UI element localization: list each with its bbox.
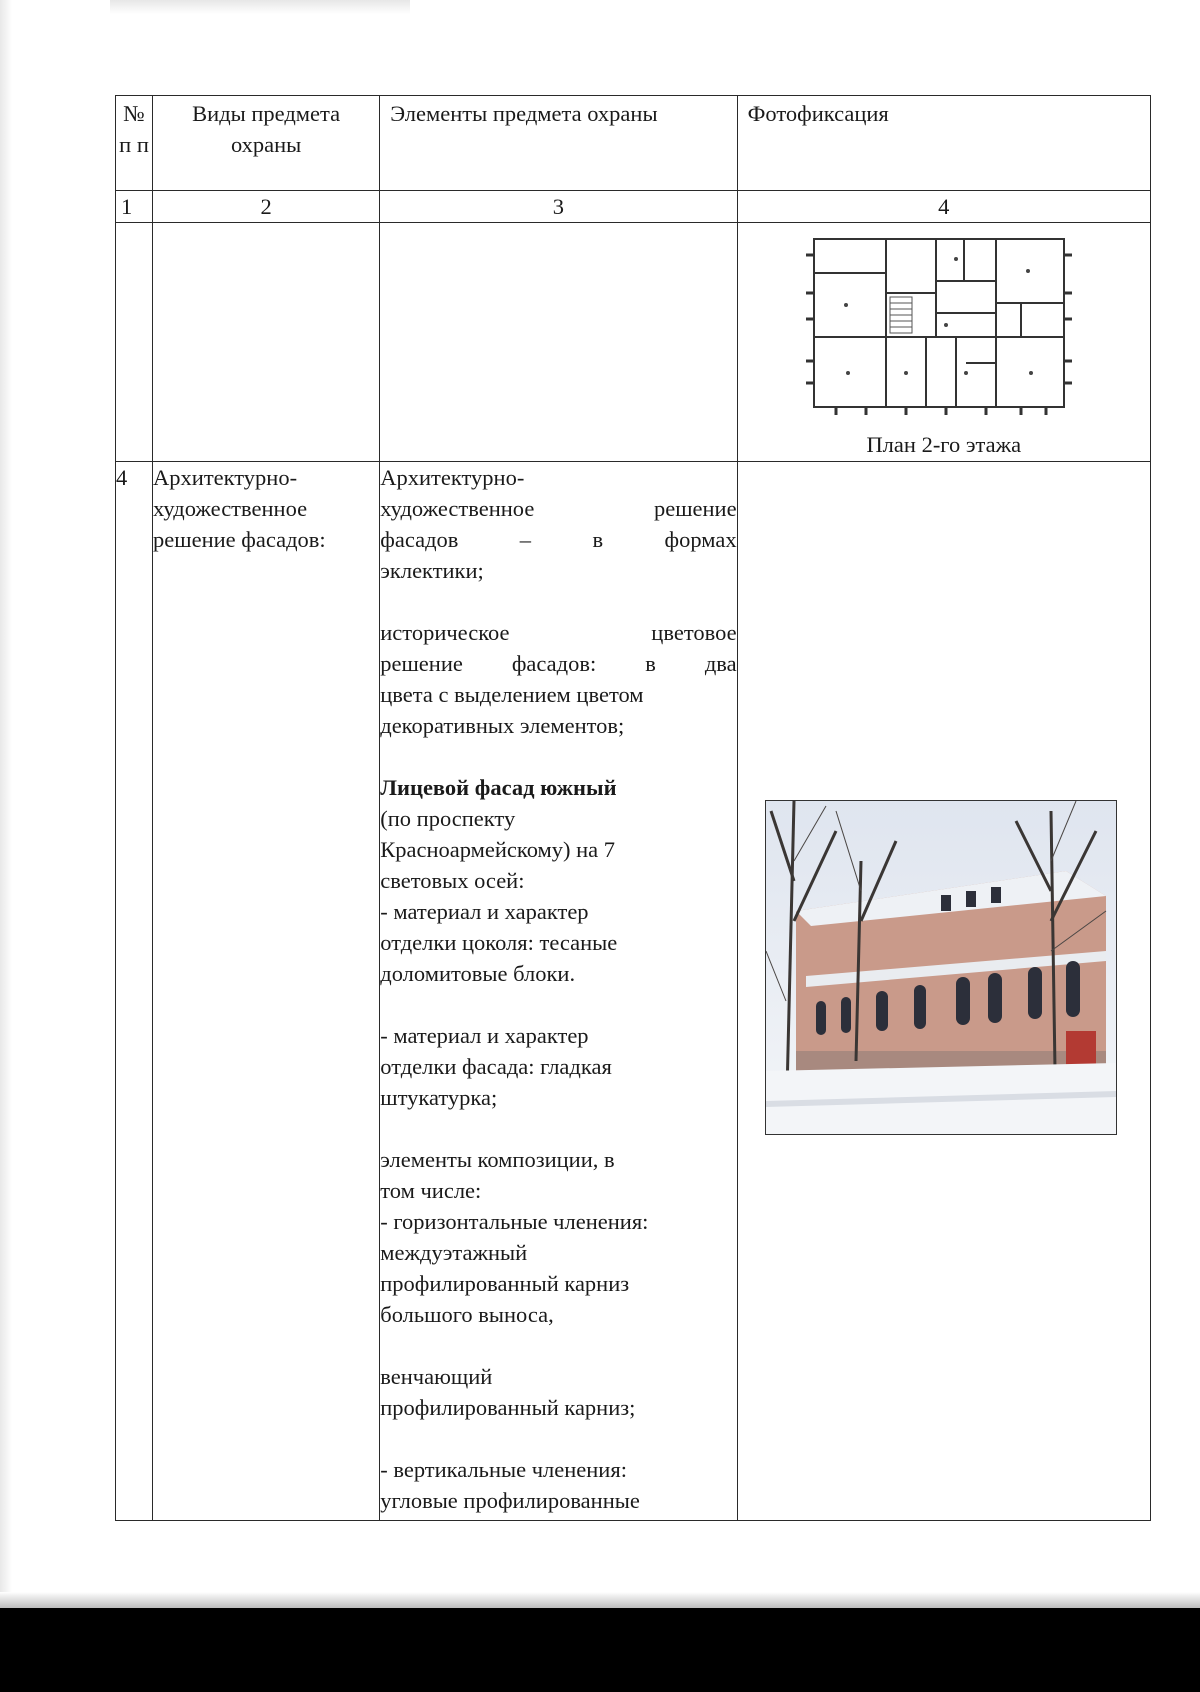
floor-plan-cell [737,223,1150,462]
text-line: решение фасадов: в два [380,651,737,676]
text-line: отделки фасада: гладкая [380,1054,612,1079]
text-line: элементы композиции, в [380,1147,615,1172]
text-line: Красноармейскому) на 7 [380,837,616,862]
empty-cell [153,223,380,462]
scan-edge-top [110,0,410,14]
table-row [116,223,1151,462]
photo-cell [737,462,1150,1521]
header-number: № п п [116,96,153,191]
text-line: художественное решение [380,496,737,521]
floor-plan-image [806,233,1076,421]
empty-cell [116,223,153,462]
text-line: угловые профилированные [380,1488,640,1513]
column-number: 4 [737,191,1150,223]
text-line: профилированный карниз [380,1271,630,1296]
text-line: - материал и характер [380,899,589,924]
text-line: цвета с выделением цветом [380,682,644,707]
text-line: Архитектурно- [380,465,525,490]
row-number: 4 [116,462,153,1521]
column-number: 2 [153,191,380,223]
protection-type: Архитектурно-художественное решение фасадов: [153,462,380,1521]
text-line: - горизонтальные членения: [380,1209,649,1234]
text-line: доломитовые блоки. [380,961,576,986]
facade-photo [765,800,1117,1135]
text-line: отделки цоколя: тесаные [380,930,618,955]
text-line: штукатурка; [380,1085,498,1110]
text-line: - материал и характер [380,1023,589,1048]
empty-cell [380,223,737,462]
text-line: профилированный карниз; [380,1395,636,1420]
text-line: эклектики; [380,558,484,583]
table-row [116,462,1151,1521]
text-line: - вертикальные членения: [380,1457,627,1482]
section-title: Лицевой фасад южный [380,775,617,800]
text-line: световых осей: [380,868,525,893]
column-number: 3 [380,191,737,223]
header-photo: Фотофиксация [737,96,1150,191]
column-number-row [116,191,1151,223]
column-number: 1 [116,191,153,223]
protection-elements [380,462,737,1521]
text-line: междуэтажный [380,1240,528,1265]
scan-edge-left [0,0,12,1692]
text-line: историческое цветовое [380,620,737,645]
scan-shadow [0,1592,1200,1608]
text-line: (по проспекту [380,806,516,831]
text-line: том числе: [380,1178,482,1203]
text-line: декоративных элементов; [380,713,625,738]
protection-subject-table [115,95,1151,1521]
text-line: большого выноса, [380,1302,554,1327]
header-type: Виды предмета охраны [153,96,380,191]
text-line: венчающий [380,1364,493,1389]
header-elements: Элементы предмета охраны [380,96,737,191]
scan-bottom-band [0,1608,1200,1692]
floor-plan-caption: План 2-го этажа [866,432,1022,457]
text-line: фасадов – в формах [380,527,737,552]
table-header-row [116,96,1151,191]
